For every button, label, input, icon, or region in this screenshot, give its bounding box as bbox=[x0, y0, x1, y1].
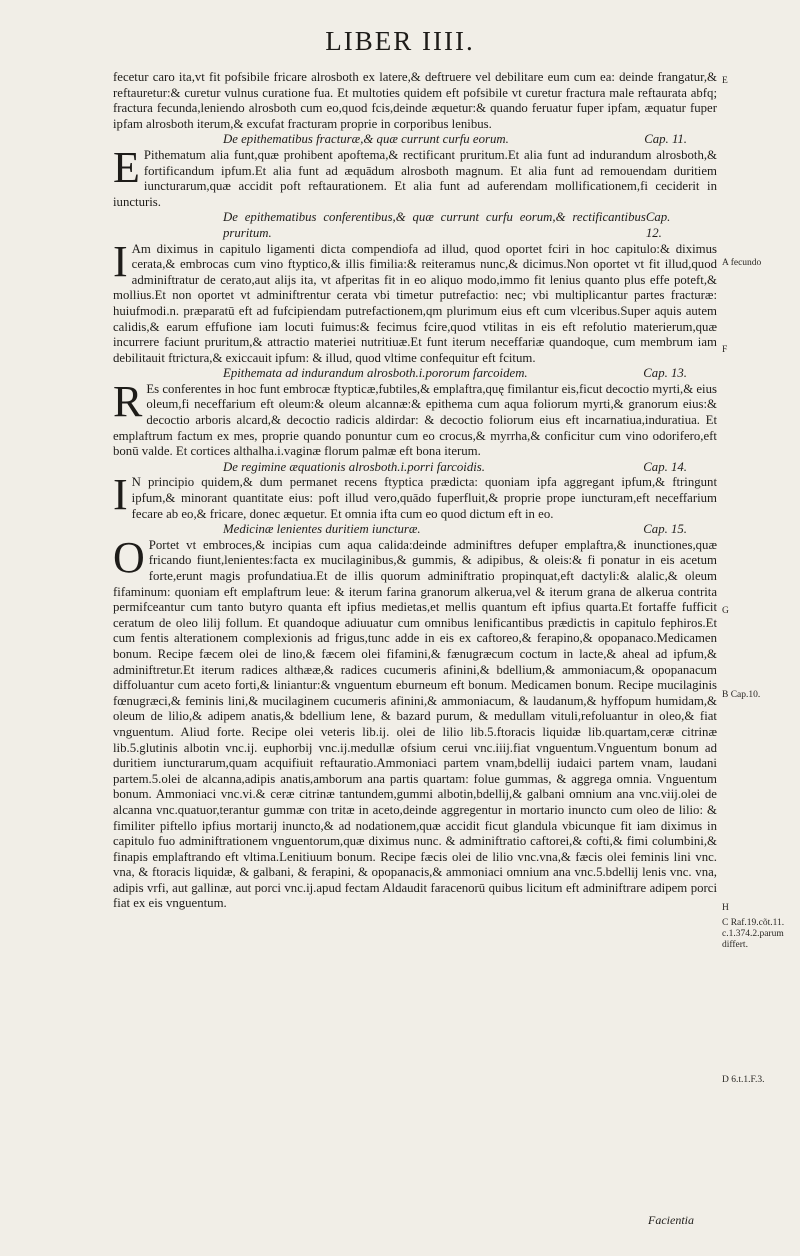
text-paragraph bbox=[113, 70, 717, 132]
margin-note-h: H bbox=[722, 903, 729, 913]
chapter-number: Cap. 13. bbox=[643, 366, 687, 381]
chapter-heading-title: De epithematibus fracturæ,& quæ currunt curfu eorum. bbox=[223, 132, 509, 147]
chapter-heading-title: De epithematibus conferentibus,& quæ currunt curfu eorum,& rectificantibus pruritum. bbox=[223, 210, 646, 240]
margin-note-b: B Cap.10. bbox=[722, 690, 761, 700]
paragraph-text: Pithematum alia funt,quæ prohibent apoftema,& rectificant pruritum.Et alia funt ad indurandum alrosboth,& fortificandum ipfum.Et alia funt ad æquādum alrosboth magnum. Et alia funt ad remouendam duritiem iuncturarum,quæ accidit poft reftaurationem. Et alia funt ad auferendam mollificationem,fi ceciderit in iuncturis. bbox=[113, 147, 717, 209]
drop-capital: R bbox=[113, 376, 143, 426]
chapter-heading-title: De regimine æquationis alrosboth.i.porri farcoidis. bbox=[223, 459, 485, 474]
chapter-heading bbox=[113, 522, 717, 538]
chapter-heading bbox=[113, 460, 717, 476]
margin-note-e: E bbox=[722, 76, 728, 86]
margin-note-c: C Raf.19.cõt.11. c.1.374.2.parum differt. bbox=[722, 918, 785, 950]
drop-capital: O bbox=[113, 532, 145, 582]
drop-capital: I bbox=[113, 470, 128, 520]
paragraph-text: Am diximus in capitulo ligamenti dicta compendiofa ad illud, quod oportet fciri in hoc capitulo:& diximus cerata,& embrocas cum vino ftyptico,& illis fimilia:& reiteramus nunc,& dicimus.Non oportet vt fit illud,quod adminiftratur de cerato,aut alijs ita, vt afperitas fit in eo aliquo modo,immo fit lenius quanto plus effe poteft,& mollius.Et non oportet vt adminiftrentur cerata vbi timetur putrefactio: nec; vbi multiplicantur partes fracturæ: huiufmodi.n. præparatū eft ad fufcipiendam putrefactionem,qm plurimum eius eft cum vlceribus.Super aquis autem calidis,& earum effufione iam locuti fuimus:& fecimus fcire,quod vtilitas in eis eft refolutio materierum,quæ incurrere faciunt pruritum,& attractio materiei nutritiuæ.Et funt iterum neceffariæ quandoque, cum membrum iam debilitauit ftrictura,& exiccauit ipfum: & illud, quod vltime confequitur eft fcitum. bbox=[113, 241, 717, 365]
paragraph-text: Es conferentes in hoc funt embrocæ ftypticæ,fubtiles,& emplaftra,quę fimilantur eis,ficut decoctio myrti,& eius oleum,fi neceffarium eft oleum:& oleum alcannæ:& epithema cum aqua foliorum myrti,& granorum eius:& decoctio arboris alcard,& decoctio radicis aldirdar: & decoctio foliorum eius eft incarnatiua,induratiua. Et emplaftrum factum ex mes, proprie quando ponuntur cum eo crocus,& myrrha,& conficitur cum vino odorifero,eft bonū valde. Et cortices althalha.i.vaginæ florum palmæ eft bona iterum. bbox=[113, 381, 717, 459]
chapter-number: Cap. 12. bbox=[645, 210, 671, 240]
chapter-number: Cap. 15. bbox=[643, 522, 687, 537]
paragraph-text: N principio quidem,& dum permanet recens ftyptica prædicta: quoniam ipfa aggregant ipfum,& ftringunt ipfum,& minorant quantitate eius: poft illud vero,quādo fuperfluit,& proprie prope iuncturam,eft neceffarium fecare ab eo,& fricare, donec æquetur. Et omnia ifta cum eo quod dictum eft in eo. bbox=[131, 475, 717, 521]
drop-capital: I bbox=[113, 236, 128, 286]
text-paragraph bbox=[113, 532, 717, 912]
paragraph-text: Portet vt embroces,& incipias cum aqua calida:deinde adminiftres defuper emplaftra,& inunctiones,quæ fricando fiunt,lenientes:facta ex mucilaginibus,& gummis, & adipibus, & oleis:& fi ponatur in eis acetum forte,erunt magis profundatiua.Et de illis quorum adminiftratio propinquat,eft dactyli:& alalic,& oleum fifaminum: quoniam eft emplaftrum leue: & iterum farina granorum alkerua,vel & iterum grana de alkerua contrita permifceantur cum tanto butyro quanta eft ipfius medietas,et mellis quantum eft ipfius quarta.Et fortaffe fufficit ceratum de oleo lilij follum. Et quandoque adiuuatur cum omnibus lenificantibus prædictis in capitulo fephiros.Et cum fentis alterationem complexionis ad frigus,tunc adde in eis ex caftoreo,& ferapino,& opopanaco.Medicamen bonum. Recipe fæcem olei de lino,& fæcem olei fifamini,& fænugræcum coctum in lacte,& aheal ad ipfum,& adminiftretur.Et iterum radices althææ,& radices cucumeris afinini,& bdellium,& ammoniacum,& opopanacum diffoluantur cum aceto forti,& liniantur:& vnguentum eburneum eft bonum. Medicamen bonum. Recipe mucilaginis fœnugræci,& feminis lini,& mucilaginem cucumeris afinini,& ammoniacum, & laudanum,& hyffopum humidam,& oleum de lilio,& adipem anatis,& bdellium lene, & bazard purum, & medullam vituli,refoluantur in oleo,& fiat vnguentum. Aliud forte. Recipe olei veteris lib.ij. olei de lilio lib.5.ftoracis liquidæ lib.quartam,ceræ citrinæ lib.5.glutinis albotin vnc.ij. euphorbij vnc.ij.medullæ ofsium cerui vnc.iiij.fiat vnguentum.Vnguentum bonum ad duritiem iuncturarum,quam acquifiuit reftauratio.Ammoniaci partem vnam,bdellij iudaici partem vnam, laudani partem.5.olei de alcanna,adipis anatis,amborum ana partis quartam: folue gummas, & aggrega omnia. Vnguentum bonum. Ammoniaci vnc.vi.& ceræ citrinæ tantundem,gummi albotin,bdellij,& galbani omnium ana vnc.viij.olei de alcanna vnc.quatuor,terantur gummæ con tritæ in aceto,deinde aggregentur in mortario inuncto cum oleo de lilio: & fimiliter piftello ipfius mortarij inuncto,& ad nodationem,quæ accidit ficut glandula vbicunque fit iam diximus in capitulo fuo adminiftrationem vnguentorum,quæ diximus nunc. & adminiftratio caftorei,& cofti,& fimi columbini,& finapis emplaftrando eft vltima.Lenitiuum bonum. Recipe fæcis olei de lilio vnc.vna,& fæcis olei feminis lini vnc. vna, & ftoracis liquidæ, & galbani, & ferapini, & opopanacis,& ammoniaci omnium ana vnc.5.bdellij lenis vnc. vna, adipis vrfi, aut gallinæ, aut porci vnc.ij.apud fectam Aldaudit faracenorū quibus licitum eft adminiftrare adipem porci fiat ex eis vnguentum. bbox=[113, 537, 717, 911]
main-text bbox=[113, 70, 717, 912]
text-paragraph bbox=[113, 142, 717, 210]
text-paragraph bbox=[113, 376, 717, 460]
margin-note-g: G bbox=[722, 606, 729, 616]
drop-capital: E bbox=[113, 142, 140, 192]
text-paragraph bbox=[113, 470, 717, 522]
chapter-heading-title: Medicinæ lenientes duritiem iuncturæ. bbox=[223, 522, 421, 537]
catchword: Facientia bbox=[648, 1213, 694, 1227]
paragraph-text: fecetur caro ita,vt fit pofsibile fricare alrosboth ex latere,& deftruere vel debilitare eum cum ea: deinde frangatur,& reftauretur:& curetur vulnus curatione fua. Et multoties quidem eft pofsibile vt curetur fractura male reftaurata abfq; fractura fecunda,leniendo alrosboth cum eo,quod fcis,deinde æquetur:& quando feruatur fuper ipfam, æquatur fuper ipfam alrosboth iterum,& excufat fracturam proprie in corporibus lenibus. bbox=[113, 70, 717, 131]
chapter-heading bbox=[113, 210, 717, 241]
chapter-number: Cap. 14. bbox=[643, 459, 687, 474]
chapter-heading-title: Epithemata ad indurandum alrosboth.i.pororum farcoidem. bbox=[223, 366, 528, 381]
chapter-number: Cap. 11. bbox=[644, 132, 687, 147]
margin-note-a: A fecundo bbox=[722, 258, 762, 268]
chapter-heading bbox=[113, 132, 717, 148]
chapter-heading bbox=[113, 366, 717, 382]
text-paragraph bbox=[113, 236, 717, 367]
margin-note-d: D 6.t.1.F.3. bbox=[722, 1075, 765, 1085]
page-header: LIBER IIII. bbox=[325, 26, 475, 56]
margin-note-f: F bbox=[722, 345, 728, 355]
